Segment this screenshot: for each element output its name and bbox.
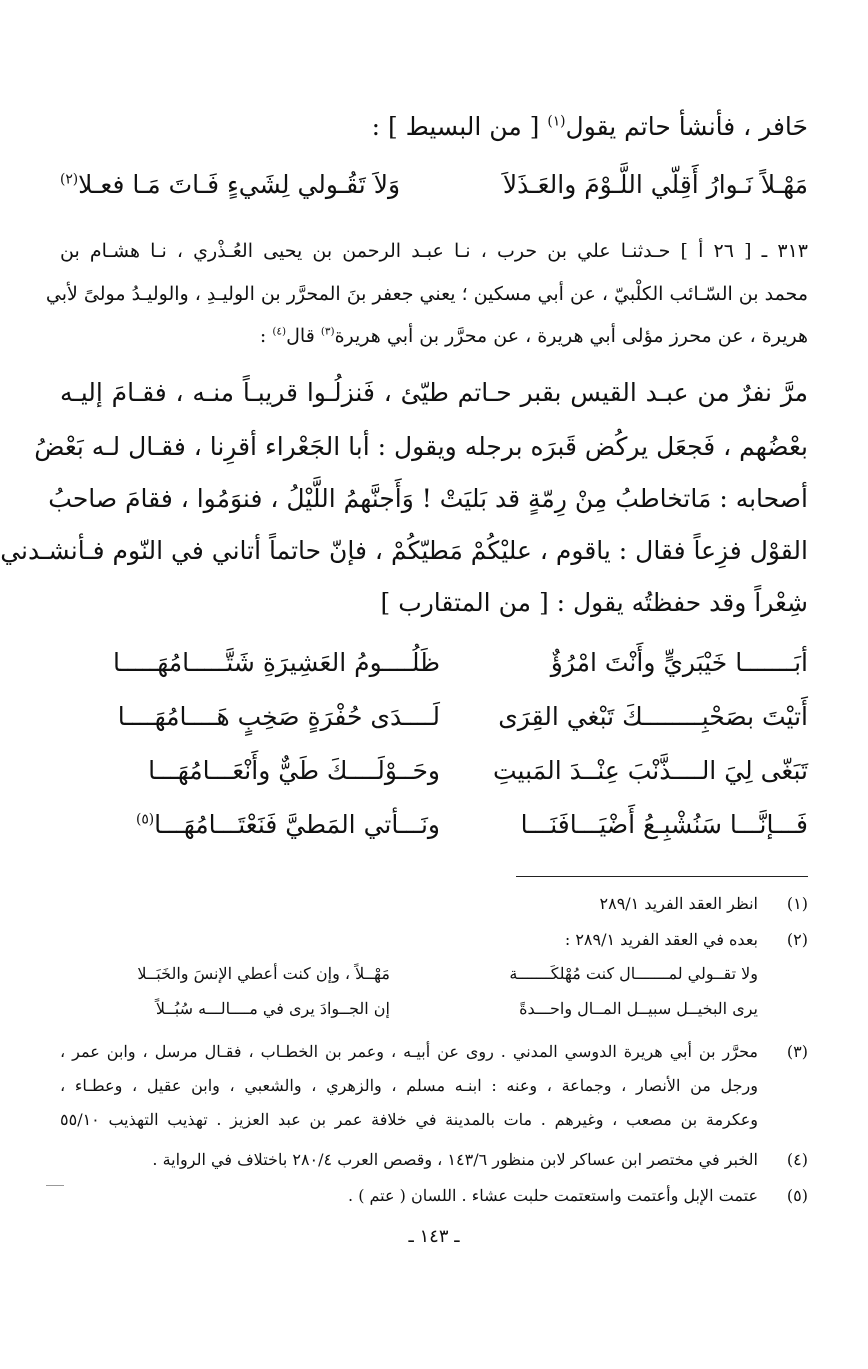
footnote-4-number: (٤)	[786, 1150, 808, 1169]
story-line-1: مرَّ نفرٌ من عبـد القيس بقبر حـاتم طيّئ ، فَنزلُـوا قريبـاً منـه ، فقـامَ إليـه	[60, 378, 808, 407]
footnote-2-text: بعده في العقد الفريد ٢٨٩/١ :	[564, 930, 758, 949]
footnote-2-verse-2-right: يرى البخيــل سبيــل المــال واحـــدةً	[519, 999, 758, 1018]
footnote-1	[60, 894, 808, 918]
story-line-5: شِعْراً وقد حفظتُه يقول : [ من المتقارب ]	[380, 588, 808, 617]
footnote-2-verse-1-left: مَهْــلاً ، وإن كنت أعطي الإنسَ والخَبَــلا	[137, 964, 390, 983]
footnote-3-cont-2	[60, 1110, 808, 1134]
poem-verse-2-left: لَــــدَى حُفْرَةٍ صَخِبٍ هَــــامُهَــــا	[117, 702, 440, 731]
footnote-ref-2: (٢)	[60, 171, 79, 188]
poem-verse-2-right: أَتيْتَ بصَحْبِــــــــكَ تَبْغي القِرَى	[498, 702, 808, 731]
footnote-3	[60, 1042, 808, 1066]
footnote-2	[60, 930, 808, 954]
footnote-3-line-3: وعكرمة بن مصعب ، وغيرهم . مات بالمدينة في خلافة عمر بن عبد العزيز . تهذيب التهذيب ٥٥/١٠	[60, 1110, 758, 1129]
margin-mark	[46, 1185, 64, 1186]
footnote-ref-4: (٤)	[272, 325, 287, 338]
footnote-ref-1: (١)	[547, 113, 566, 130]
poem-verse-1-left: ظَلُــــومُ العَشِيرَةِ شَتَّـــــامُهَـــــا	[112, 648, 440, 677]
poem-verse-3-left: وحَــوْلَــــكَ طَيٌّ وأَنْعَـــامُهَـــا	[148, 756, 440, 785]
footnote-ref-3: (٣)	[320, 325, 335, 338]
intro-text: حَافر ، فأنشأ حاتم يقول	[565, 112, 808, 141]
footnote-ref-5: (٥)	[135, 811, 155, 828]
footnote-2-verse-2-left: إن الجــوادَ يرى في مــــالـــه سُبُــلاً	[155, 999, 390, 1018]
footnote-3-cont-1	[60, 1076, 808, 1100]
poem-verse-4-right: فَـــإنَّـــا سَنُشْبِـعُ أَضْيَـــافَنَـــا	[520, 810, 808, 839]
story-line-3: أصحابه : مَاتخاطبُ مِنْ رِمّةٍ قد بَليَتْ ! وَأَجنَّهمُ اللَّيْلُ ، فنوَمُوا ، فقامَ صاحبُ	[48, 484, 808, 513]
hadith-line-2: محمد بن السّـائب الكلْبيّ ، عن أبي مسكين ؛ يعني جعفر بنَ المحرَّر بن الوليـدِ ، والوليـدُ مولىً لأبي	[45, 283, 808, 305]
footnote-3-number: (٣)	[786, 1042, 808, 1061]
footnote-4	[60, 1150, 808, 1174]
footnote-4-text: الخبر في مختصر ابن عساكر لابن منظور ١٤٣/٦ ، وقصص العرب ٢٨٠/٤ باختلاف في الرواية .	[152, 1150, 758, 1169]
story-line-2: بعْضُهم ، فَجعَل يركُض قَبرَه برجله ويقول : أبا الجَعْراء أقرِنا ، فقـال لـه بَعْضُ	[34, 432, 808, 461]
footnote-separator	[516, 876, 808, 877]
poem-verse-4-left: ونَـــأتي المَطيَّ فَنَعْتَـــامُهَـــا$^{(٥)}$	[135, 810, 440, 839]
footnote-1-text: انظر العقد الفريد ٢٨٩/١	[599, 894, 758, 913]
poem-verse-1-right: أبَـــــــا خَيْبَريٍّ وأَنْتَ امْرُؤٌ	[550, 648, 808, 677]
footnote-5-text: عتمت الإبل وأعتمت واستعتمت حلبت عشاء . اللسان ( عتم ) .	[348, 1186, 758, 1205]
footnote-5	[60, 1186, 808, 1210]
story-line-4: القوْل فزِعاً فقال : ياقوم ، عليْكُمْ مَطيّكُمْ ، فإنّ حاتماً أتاني في النّوم فـأنشـدني	[0, 536, 808, 565]
intro-line	[60, 112, 808, 141]
verse-left-hemistich: وَلاَ تَقُـولي لِشَيءٍ فَـاتَ مَـا فعـلا$^{(٢)}$	[60, 170, 401, 199]
footnote-2-verse-1-right: ولا تقــولي لمـــــــال كنت مُهْلكَـــــــة	[509, 964, 758, 983]
footnote-3-line-2: ورجل من الأنصار ، وجماعة ، وعنه : ابنـه مسلم ، والزهري ، والشعبي ، وابن عقيل ، وعطـاء ،	[60, 1076, 759, 1095]
meter-label: [ من البسيط ] :	[371, 112, 548, 141]
verse-right-hemistich: مَهْـلاً نَـوارُ أَقِلّي اللَّـوْمَ والعَـذَلاَ	[502, 170, 808, 199]
page-number: ـ ١٤٣ ـ	[408, 1226, 460, 1247]
footnote-1-number: (١)	[786, 894, 808, 913]
hadith-line-1: ٣١٣ ـ [ ٢٦ أ ] حـدثنـا علي بن حرب ، نـا عبـد الرحمن بن يحيى العُـذْري ، نـا هشـام بن	[60, 240, 808, 262]
footnote-3-line-1: محرَّر بن أبي هريرة الدوسي المدني . روى عن أبيـه ، وعمر بن الخطـاب ، فقـال مرسل ، وابن عمر ،	[60, 1042, 759, 1061]
footnote-2-number: (٢)	[786, 930, 808, 949]
poem-verse-3-right: تَبَغّى لِيَ الــــذَّنْبَ عِنْــدَ المَبيتِ	[492, 756, 808, 785]
footnote-5-number: (٥)	[786, 1186, 808, 1205]
hadith-line-3: هريرة ، عن محرز مؤلى أبي هريرة ، عن محرَّر بن أبي هريرة$^{(٣)}$ قال$^{(٤)}$ :	[259, 325, 808, 347]
